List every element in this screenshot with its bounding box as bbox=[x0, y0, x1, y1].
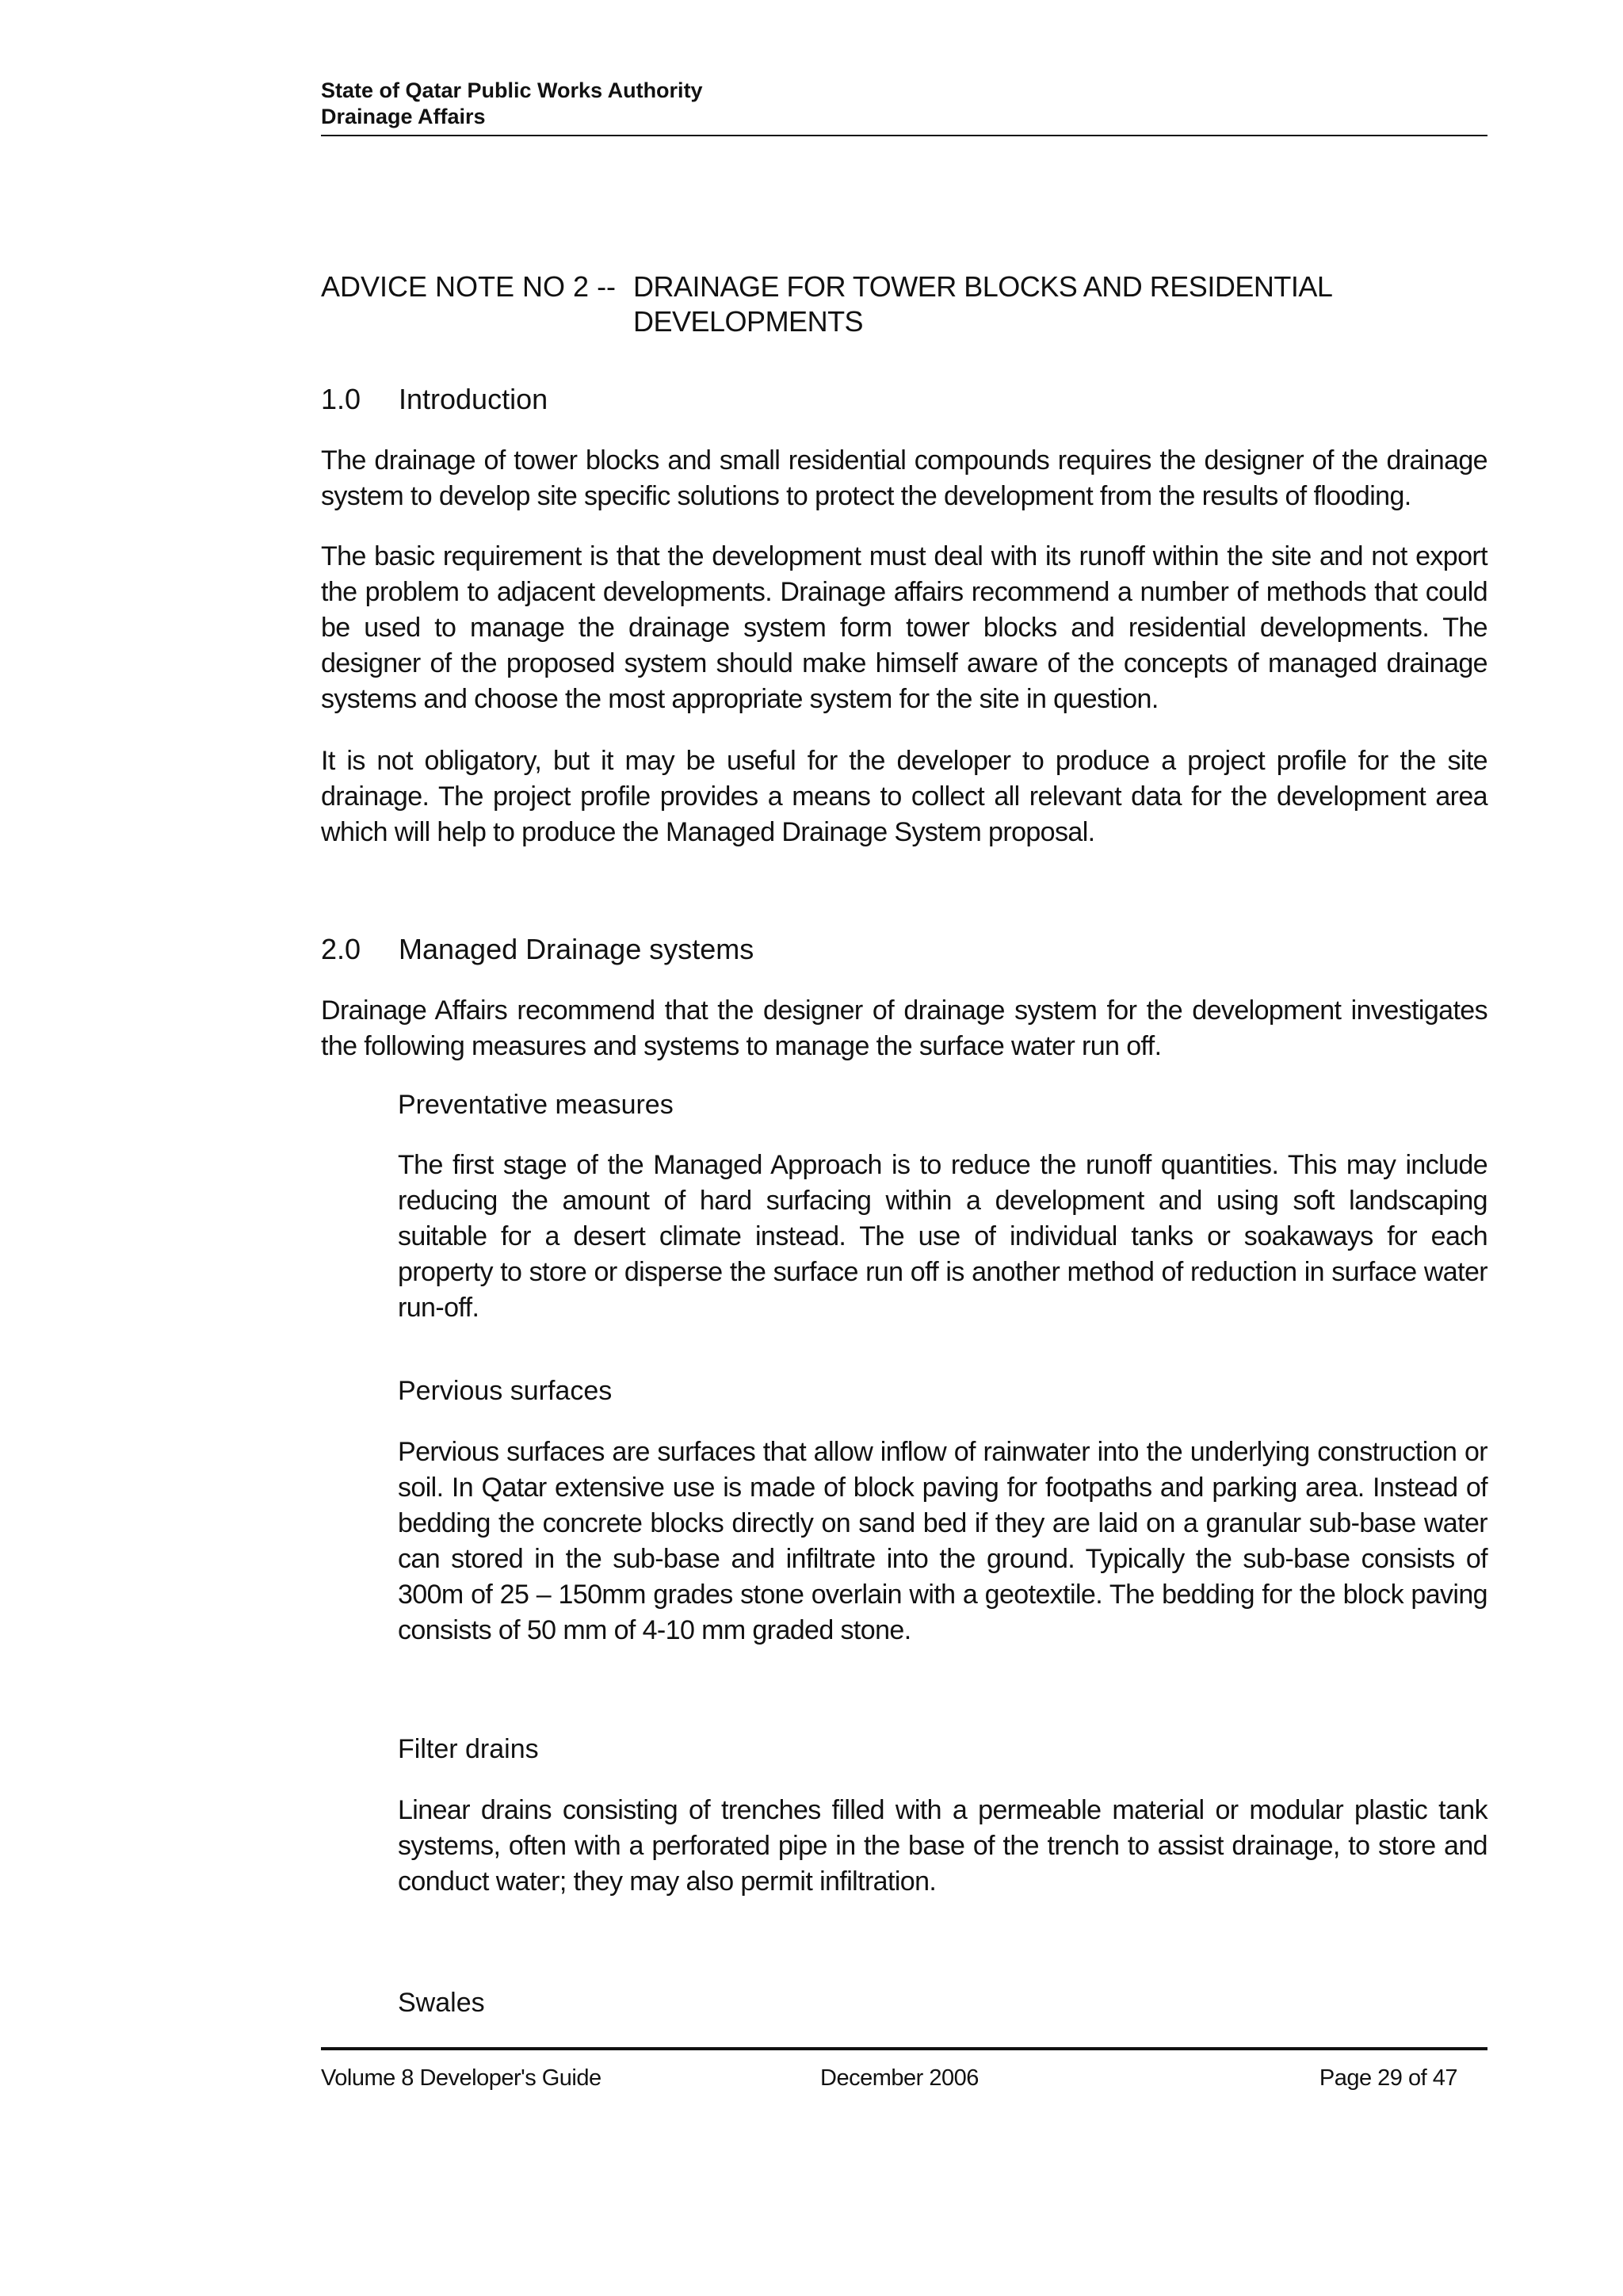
section-title: Introduction bbox=[399, 383, 548, 415]
pervious-surfaces-text: Pervious surfaces are surfaces that allow inflow of rainwater into the underlying construction or soil. In Qatar extensive use is made of block paving for footpaths and parking area. Instead of bedding the concrete blocks directly on sand bed if they are laid on a granular sub-base water can stored in the sub-base and infiltrate into the ground. Typically the sub-base consists of 300m of 25 – 150mm grades stone overlain with a geotextile. The bedding for the block paving consists of 50 mm of 4-10 mm graded stone. bbox=[398, 1437, 1487, 1645]
advice-note-number: ADVICE NOTE NO 2 -- bbox=[321, 270, 617, 303]
footer-document-name: Volume 8 Developer's Guide bbox=[321, 2065, 601, 2091]
subheading-filter-drains: Filter drains bbox=[398, 1734, 539, 1764]
preventative-measures-text: The first stage of the Managed Approach is to reduce the runoff quantities. This may include reducing the amount of hard surfacing within a development and using soft landscaping suitable for a desert climate instead. The use of individual tanks or soakaways for each property to store or disperse the surface run off is another method of reduction in surface water run-off. bbox=[398, 1150, 1487, 1323]
section-number: 1.0 bbox=[321, 383, 361, 415]
document-title bbox=[321, 269, 1487, 338]
filter-drains-text: Linear drains consisting of trenches filled with a permeable material or modular plastic tank systems, often with a perforated pipe in the base of the trench to assist drainage, to store and conduct water; they may also permit infiltration. bbox=[398, 1795, 1487, 1897]
section-heading-managed-drainage bbox=[321, 932, 754, 967]
page-header bbox=[321, 78, 1487, 136]
subheading-swales: Swales bbox=[398, 1988, 485, 2018]
subheading-pervious-surfaces: Pervious surfaces bbox=[398, 1376, 613, 1406]
subheading-preventative-measures: Preventative measures bbox=[398, 1090, 674, 1120]
advice-note-subject: DRAINAGE FOR TOWER BLOCKS AND RESIDENTIAL DEVELOPMENTS bbox=[633, 270, 1332, 338]
section-number: 2.0 bbox=[321, 933, 361, 965]
intro-paragraph-1: The drainage of tower blocks and small residential compounds requires the designer of the drainage system to develop site specific solutions to protect the development from the results of flooding. bbox=[321, 445, 1487, 511]
section-title: Managed Drainage systems bbox=[399, 933, 754, 965]
page-footer bbox=[321, 2047, 1487, 2098]
managed-drainage-paragraph: Drainage Affairs recommend that the designer of drainage system for the development investigates the following measures and systems to manage the surface water run off. bbox=[321, 995, 1487, 1061]
intro-paragraph-2: The basic requirement is that the development must deal with its runoff within the site and not export the problem to adjacent developments. Drainage affairs recommend a number of methods that could be used to manage the drainage system form tower blocks and residential developments. The designer of the proposed system should make himself aware of the concepts of managed drainage systems and choose the most appropriate system for the site in question. bbox=[321, 541, 1487, 714]
intro-paragraph-3: It is not obligatory, but it may be useful for the developer to produce a project profile for the site drainage. The project profile provides a means to collect all relevant data for the development area which will help to produce the Managed Drainage System proposal. bbox=[321, 746, 1487, 847]
header-department: Drainage Affairs bbox=[321, 105, 486, 128]
section-heading-introduction bbox=[321, 382, 548, 417]
header-organization: State of Qatar Public Works Authority bbox=[321, 78, 703, 102]
footer-date: December 2006 bbox=[820, 2065, 979, 2091]
footer-page-number: Page 29 of 47 bbox=[1319, 2065, 1457, 2091]
